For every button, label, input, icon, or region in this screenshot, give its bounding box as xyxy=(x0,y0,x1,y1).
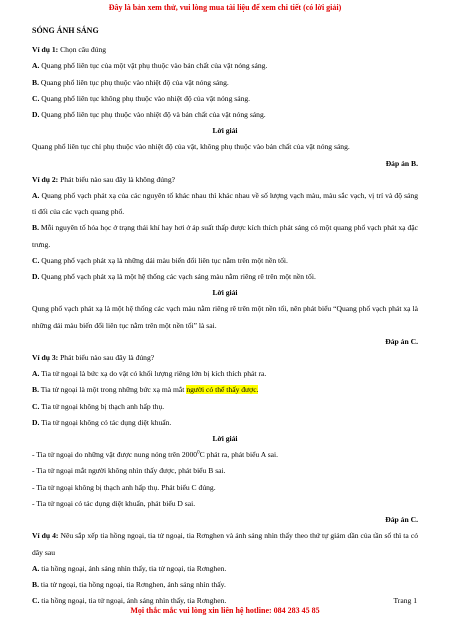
option-key: A. xyxy=(32,369,40,379)
option-text: tia tử ngoại, tia hồng ngoại, tia Rơnghen, ánh sáng nhìn thấy. xyxy=(38,579,226,589)
degree-superscript: 0 xyxy=(197,450,200,456)
option-b xyxy=(32,382,418,398)
question-label: Ví dụ 3: xyxy=(32,353,59,363)
preview-banner: Đây là bản xem thử, vui lòng mua tài liệu để xem chi tiết (có lời giải) xyxy=(108,3,342,12)
solution-line xyxy=(32,447,418,463)
option-text: Quang phổ liên tục của một vật phụ thuộc vào bản chất của vật nóng sáng. xyxy=(39,61,268,71)
option-key: A. xyxy=(32,61,40,71)
page-number: Trang 1 xyxy=(393,596,417,605)
option-b xyxy=(32,220,418,252)
option-key: D. xyxy=(32,110,40,120)
option-a xyxy=(32,188,418,220)
option-text: Quang phổ liên tục phụ thuộc vào nhiệt độ của vật nóng sáng. xyxy=(38,77,229,87)
option-text: tia hồng ngoại, tia tử ngoại, ánh sáng nhìn thấy, tia Rơnghen. xyxy=(39,596,227,606)
option-key: A. xyxy=(32,563,40,573)
question-4 xyxy=(32,528,418,560)
answer-label: Đáp án B. xyxy=(385,158,418,168)
document-title: SÓNG ÁNH SÁNG xyxy=(32,26,99,35)
option-a xyxy=(32,561,418,577)
question-2 xyxy=(32,172,418,188)
solution-heading: Lời giải xyxy=(212,434,238,444)
option-text: Mỗi nguyên tố hóa học ở trạng thái khí hay hơi ở áp suất thấp được kích thích phát sáng có một quang phổ vạch phát xạ đặc trưng. xyxy=(32,223,418,249)
solution-line: - Tia tử ngoại có tác dụng diệt khuẩn, phát biểu D sai. xyxy=(32,498,196,508)
option-key: B. xyxy=(32,77,39,87)
option-d xyxy=(32,415,418,431)
question-text: Phát biểu nào sau đây là đúng? xyxy=(58,353,155,363)
option-text: Quang phổ vạch phát xạ là một hệ thống các vạch sáng màu nằm riêng rẽ trên một nền tối. xyxy=(39,272,316,282)
option-key: C. xyxy=(32,93,40,103)
document-body xyxy=(32,23,418,609)
answer-label: Đáp án C. xyxy=(385,515,418,525)
option-d xyxy=(32,269,418,285)
question-label: Ví dụ 2: xyxy=(32,174,59,184)
option-key: B. xyxy=(32,223,39,233)
option-text: Quang phổ liên tục không phụ thuộc vào nhiệt độ của vật nóng sáng. xyxy=(39,93,251,103)
option-a xyxy=(32,366,418,382)
option-c xyxy=(32,399,418,415)
option-text: tia hồng ngoại, ánh sáng nhìn thấy, tia tử ngoại, tia Rơnghen. xyxy=(39,563,227,573)
answer-label: Đáp án C. xyxy=(385,336,418,346)
question-text: Chọn câu đúng xyxy=(58,45,107,55)
option-key: C. xyxy=(32,596,40,606)
hotline-footer: Mọi thắc mắc vui lòng xin liên hệ hotline: 084 283 45 85 xyxy=(130,606,320,615)
question-label: Ví dụ 1: xyxy=(32,45,59,55)
solution-heading: Lời giải xyxy=(212,288,238,298)
option-text: Quang phổ liên tục phụ thuộc vào nhiệt độ và bản chất của vật nóng sáng. xyxy=(39,110,266,120)
option-c xyxy=(32,91,418,107)
option-key: A. xyxy=(32,191,40,201)
option-a xyxy=(32,58,418,74)
solution-heading: Lời giải xyxy=(212,126,238,136)
option-d xyxy=(32,107,418,123)
option-text: Quang phổ vạch phát xạ là những dải màu biến đổi liên tục nằm trên một nền tối. xyxy=(39,255,288,265)
solution-text: - Tia tử ngoại do những vật được nung nóng trên 2000 xyxy=(32,450,198,460)
option-key: C. xyxy=(32,401,40,411)
option-text: Tia tử ngoại không có tác dụng diệt khuẩn. xyxy=(39,417,172,427)
solution-text: Quang phổ liên tục chỉ phụ thuộc vào nhiệt độ của vật, không phụ thuộc vào bản chất của vật nóng sáng. xyxy=(32,142,350,152)
option-key: B. xyxy=(32,385,39,395)
solution-text: C phát ra, phát biểu A sai. xyxy=(199,450,279,460)
solution-line: - Tia tử ngoại mắt người không nhìn thấy được, phát biểu B sai. xyxy=(32,466,226,476)
question-3 xyxy=(32,350,418,366)
option-key: B. xyxy=(32,579,39,589)
option-text: Quang phổ vạch phát xạ của các nguyên tố khác nhau thì khác nhau về số lượng vạch màu, màu sắc vạch, vị trí và độ sáng tỉ đối của các vạch quang phổ. xyxy=(32,191,418,217)
option-key: C. xyxy=(32,255,40,265)
question-label: Ví dụ 4: xyxy=(32,531,59,541)
option-c xyxy=(32,253,418,269)
solution-line: - Tia tử ngoại không bị thạch anh hấp thụ. Phát biểu C đúng. xyxy=(32,482,216,492)
option-b xyxy=(32,75,418,91)
option-text: Tia tử ngoại là một trong những bức xạ mà mắt xyxy=(38,385,187,395)
option-text: Tia tử ngoại không bị thạch anh hấp thụ. xyxy=(39,401,165,411)
question-text: Nêu sắp xếp tia hồng ngoại, tia tử ngoại, tia Rơnghen và ánh sáng nhìn thấy theo thứ tự giảm dần của tần số thì ta có dãy sau xyxy=(32,531,418,557)
highlighted-text: người có thể thấy được. xyxy=(186,385,259,395)
question-text: Phát biểu nào sau đây là không đúng? xyxy=(58,174,176,184)
option-text: Tia tử ngoại là bức xạ do vật có khối lượng riêng lớn bị kích thích phát ra. xyxy=(39,369,267,379)
question-1 xyxy=(32,42,418,58)
solution-text: Qung phổ vạch phát xạ là một hệ thống các vạch màu nằm riêng rẽ trên một nền tối, nên phát biểu “Quang phổ vạch phát xạ là những dải màu biến đổi liên tục nằm trên một nền tối” là sai. xyxy=(32,304,418,330)
option-b xyxy=(32,577,418,593)
option-key: D. xyxy=(32,272,40,282)
option-key: D. xyxy=(32,417,40,427)
